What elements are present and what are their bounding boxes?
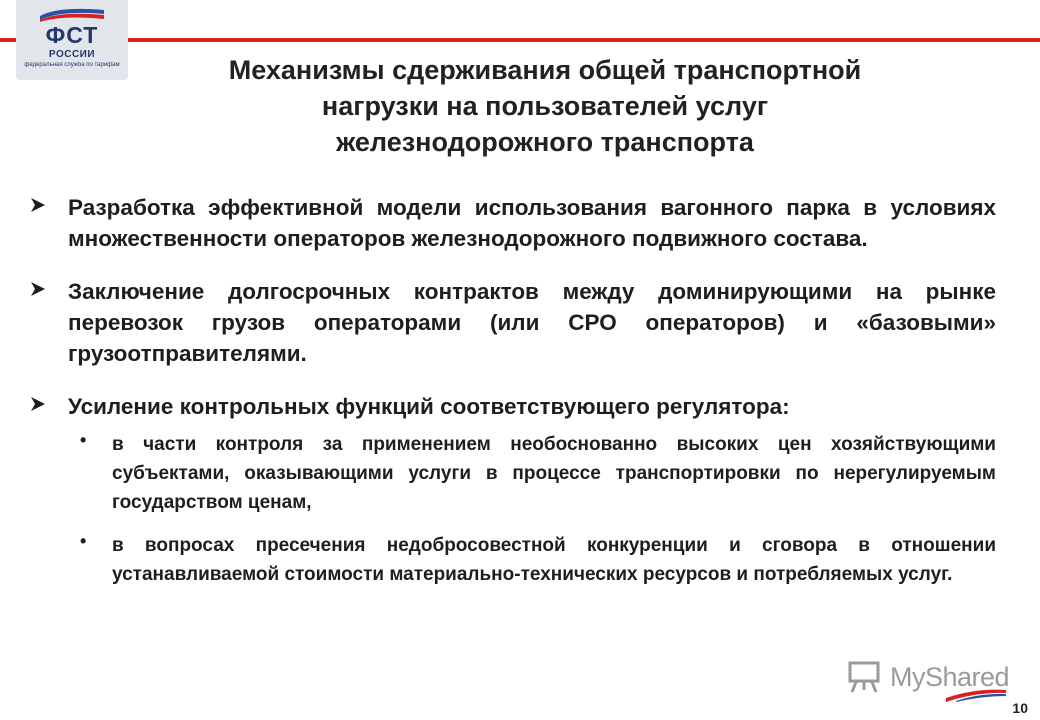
sub-bullet-list: [68, 430, 996, 589]
title-line: нагрузки на пользователей услуг: [321, 91, 769, 121]
arrow-bullet-icon: [30, 395, 46, 413]
bullet-item: [30, 276, 996, 369]
myshared-watermark: [846, 660, 1026, 696]
bullet-item: [30, 391, 996, 589]
flag-swoosh-icon: [38, 6, 106, 22]
sub-bullet-item: [80, 531, 996, 589]
arrow-bullet-icon: [30, 280, 46, 298]
logo-subtitle: РОССИИ: [48, 49, 96, 60]
logo-tagline: федеральная служба по тарифам: [24, 62, 120, 68]
page-number: 10: [1012, 700, 1028, 716]
header-accent-line: [0, 38, 1040, 42]
title-line: железнодорожного транспорта: [336, 127, 754, 157]
watermark-text: MyShared: [890, 662, 1010, 692]
logo-title: ФСТ: [45, 22, 99, 48]
dot-bullet: •: [80, 430, 87, 450]
bullet-text: Заключение долгосрочных контрактов между доминирующими на рынке перевозок грузов операторами (или СРО операторов) и «базовыми» грузоотправителями.: [68, 279, 996, 366]
title-line: Механизмы сдерживания общей транспортной: [228, 55, 862, 85]
arrow-bullet-icon: [30, 196, 46, 214]
dot-bullet: •: [80, 531, 87, 551]
sub-bullet-text: в части контроля за применением необоснованно высоких цен хозяйствующими субъектами, оказывающими услуги в процессе транспортировки по нерегулируемым государством ценам,: [112, 434, 996, 513]
presentation-board-icon: [846, 660, 886, 694]
watermark-swoosh-icon: [946, 688, 1006, 702]
sub-bullet-item: [80, 430, 996, 517]
bullet-list: [30, 192, 996, 603]
fst-logo: [16, 0, 128, 80]
bullet-text: Разработка эффективной модели использования вагонного парка в условиях множественности операторов железнодорожного подвижного состава.: [68, 195, 996, 251]
bullet-text: Усиление контрольных функций соответствующего регулятора:: [68, 394, 790, 419]
slide-title: [150, 52, 940, 160]
sub-bullet-text: в вопросах пресечения недобросовестной конкуренции и сговора в отношении устанавливаемой стоимости материально-технических ресурсов и потребляемых услуг.: [112, 535, 996, 585]
bullet-item: [30, 192, 996, 254]
